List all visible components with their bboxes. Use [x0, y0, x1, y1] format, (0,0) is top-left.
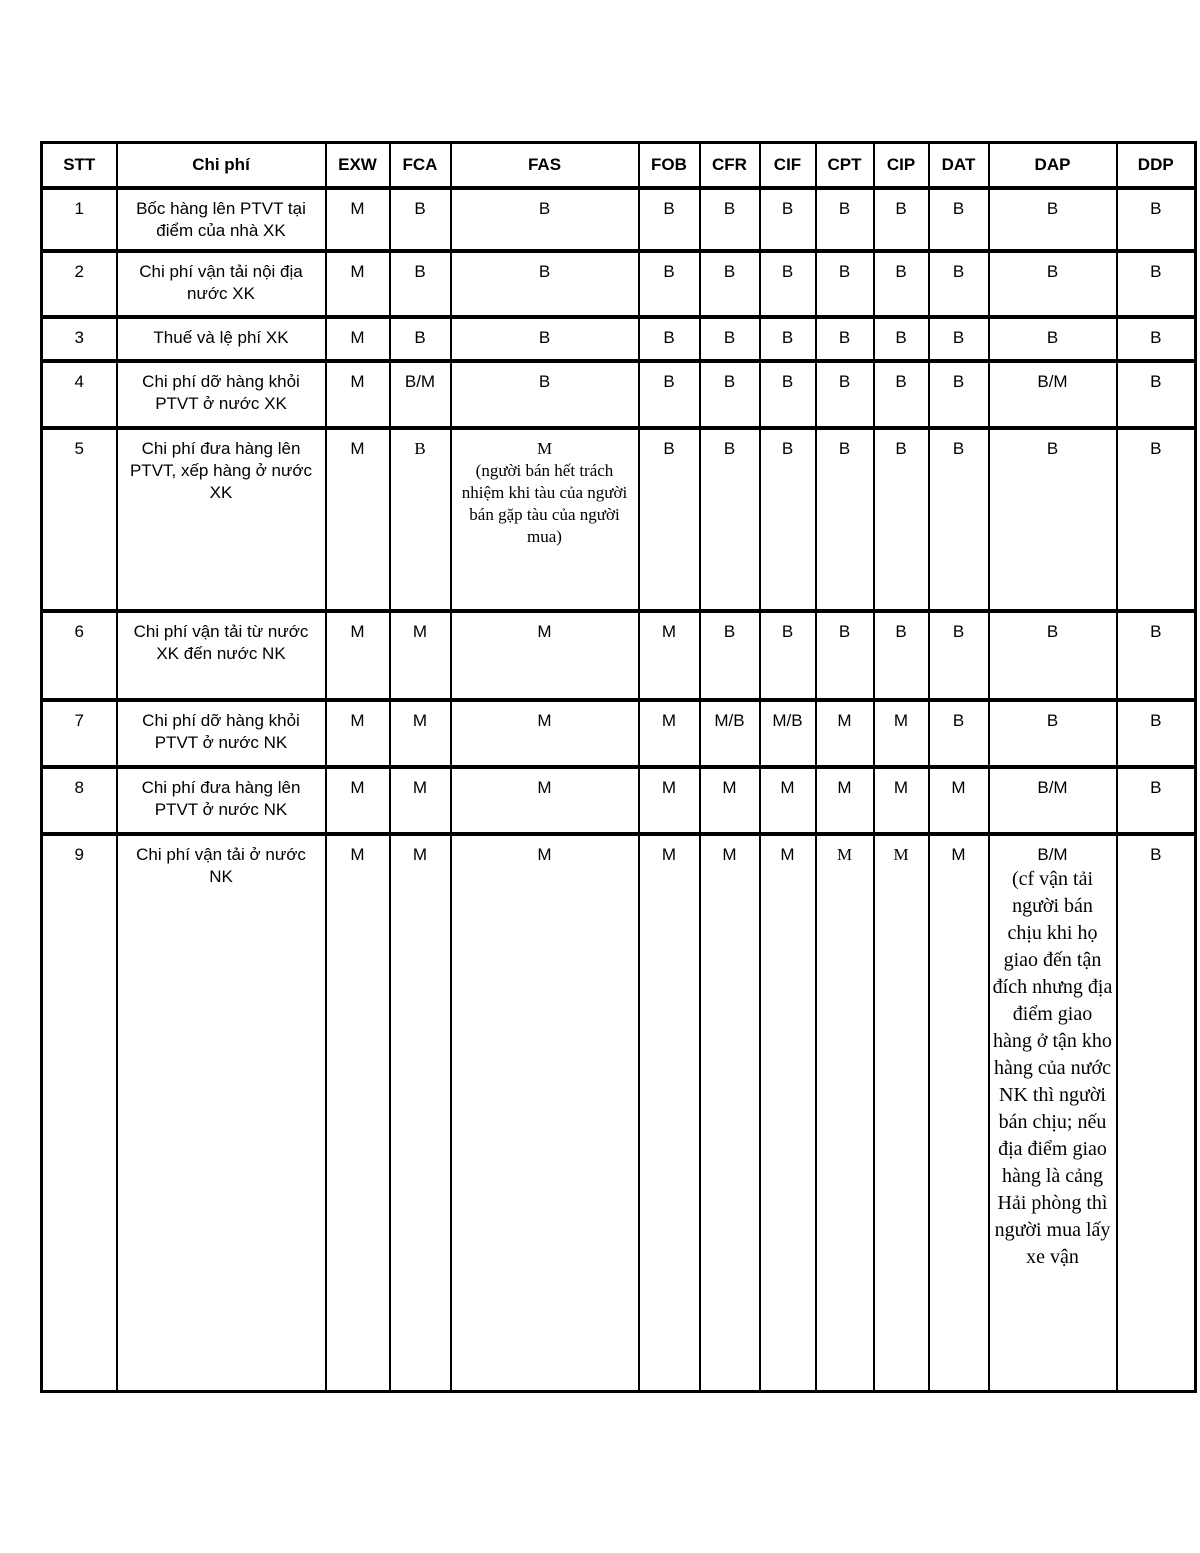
- cost-label: Chi phí dỡ hàng khỏi PTVT ở nước NK: [117, 700, 326, 767]
- row-number: 3: [42, 317, 117, 361]
- incoterms-cost-table: [40, 141, 1197, 1393]
- cell-cfr: B: [700, 251, 760, 317]
- cell-dap: B/M: [989, 361, 1117, 428]
- cell-exw: M: [326, 428, 390, 611]
- cell-dap: B: [989, 188, 1117, 251]
- cell-cip: B: [874, 361, 929, 428]
- cell-dap: B: [989, 317, 1117, 361]
- cell-dap: [989, 834, 1117, 1392]
- cell-cpt: M: [816, 700, 874, 767]
- cell-ddp: B: [1117, 611, 1196, 700]
- cell-fob: M: [639, 767, 700, 834]
- cell-dat: B: [929, 700, 989, 767]
- cell-dap: B: [989, 700, 1117, 767]
- cell-exw: M: [326, 700, 390, 767]
- cell-cfr: M: [700, 767, 760, 834]
- fas-note: (người bán hết trách nhiệm khi tàu của người bán gặp tàu của người mua): [461, 460, 628, 546]
- cell-dat: B: [929, 428, 989, 611]
- cell-ddp: B: [1117, 188, 1196, 251]
- cell-cip: B: [874, 188, 929, 251]
- cell-cfr: M: [700, 834, 760, 1392]
- cell-cpt: B: [816, 251, 874, 317]
- row-number: 1: [42, 188, 117, 251]
- cost-label: Thuế và lệ phí XK: [117, 317, 326, 361]
- header-cip: CIP: [874, 143, 929, 188]
- cell-cfr: B: [700, 611, 760, 700]
- header-row: [42, 143, 1196, 188]
- cell-cip: M: [874, 767, 929, 834]
- row-number: 7: [42, 700, 117, 767]
- table-row: [42, 700, 1196, 767]
- header-cpt: CPT: [816, 143, 874, 188]
- fas-value: M: [536, 438, 553, 458]
- cell-cpt: B: [816, 361, 874, 428]
- header-chi-phi: Chi phí: [117, 143, 326, 188]
- table-row: [42, 361, 1196, 428]
- table-row: [42, 834, 1196, 1392]
- cell-dat: B: [929, 251, 989, 317]
- cell-cpt: M: [816, 834, 874, 1392]
- cell-fca: M: [390, 767, 451, 834]
- cell-cfr: B: [700, 317, 760, 361]
- table-row: [42, 317, 1196, 361]
- header-dap: DAP: [989, 143, 1117, 188]
- cell-fas: M: [451, 834, 639, 1392]
- cell-cif: M: [760, 834, 816, 1392]
- cell-ddp: B: [1117, 834, 1196, 1392]
- header-cfr: CFR: [700, 143, 760, 188]
- cell-cif: B: [760, 611, 816, 700]
- header-ddp: DDP: [1117, 143, 1196, 188]
- cell-ddp: B: [1117, 251, 1196, 317]
- table-row: [42, 611, 1196, 700]
- row-number: 5: [42, 428, 117, 611]
- cell-fob: M: [639, 611, 700, 700]
- cell-fob: B: [639, 188, 700, 251]
- cell-cip: M: [874, 834, 929, 1392]
- cell-exw: M: [326, 611, 390, 700]
- cell-cfr: M/B: [700, 700, 760, 767]
- cost-label: Chi phí đưa hàng lên PTVT, xếp hàng ở nước XK: [117, 428, 326, 611]
- cost-label: Chi phí vận tải nội địa nước XK: [117, 251, 326, 317]
- cell-cfr: B: [700, 188, 760, 251]
- cell-cpt: B: [816, 428, 874, 611]
- cell-fas: M: [451, 611, 639, 700]
- cell-dat: B: [929, 317, 989, 361]
- row-number: 6: [42, 611, 117, 700]
- header-stt: STT: [42, 143, 117, 188]
- cell-ddp: B: [1117, 317, 1196, 361]
- table-row: [42, 767, 1196, 834]
- cell-ddp: B: [1117, 428, 1196, 611]
- cell-dat: B: [929, 611, 989, 700]
- cell-fas: B: [451, 317, 639, 361]
- cell-cif: B: [760, 361, 816, 428]
- cell-cpt: B: [816, 611, 874, 700]
- row-number: 8: [42, 767, 117, 834]
- cost-label: Chi phí vận tải từ nước XK đến nước NK: [117, 611, 326, 700]
- cell-fob: B: [639, 251, 700, 317]
- cell-cif: B: [760, 428, 816, 611]
- cell-ddp: B: [1117, 361, 1196, 428]
- cell-fca: B/M: [390, 361, 451, 428]
- cell-cif: B: [760, 188, 816, 251]
- dap-note: (cf vận tải người bán chịu khi họ giao đến tận đích nhưng địa điểm giao hàng ở tận kho hàng của nước NK thì người bán chịu; nếu địa điểm giao hàng là cảng Hải phòng thì người mua lấy xe vận: [992, 867, 1113, 1268]
- cell-ddp: B: [1117, 767, 1196, 834]
- cell-fca: B: [390, 317, 451, 361]
- cell-exw: M: [326, 834, 390, 1392]
- cell-cip: B: [874, 611, 929, 700]
- cell-exw: M: [326, 188, 390, 251]
- row-number: 2: [42, 251, 117, 317]
- cost-label: Chi phí dỡ hàng khỏi PTVT ở nước XK: [117, 361, 326, 428]
- cell-dap: B: [989, 611, 1117, 700]
- cell-dap: B: [989, 251, 1117, 317]
- cell-cip: B: [874, 317, 929, 361]
- cell-cif: B: [760, 251, 816, 317]
- cell-dat: B: [929, 188, 989, 251]
- cell-dat: M: [929, 767, 989, 834]
- cell-fas: B: [451, 188, 639, 251]
- cell-dap: B: [989, 428, 1117, 611]
- row-number: 9: [42, 834, 117, 1392]
- header-cif: CIF: [760, 143, 816, 188]
- table-row: [42, 428, 1196, 611]
- cell-fas: [451, 428, 639, 611]
- cell-cfr: B: [700, 428, 760, 611]
- cell-fca: B: [390, 428, 451, 611]
- cell-exw: M: [326, 317, 390, 361]
- cell-cif: B: [760, 317, 816, 361]
- cell-fca: M: [390, 834, 451, 1392]
- cell-ddp: B: [1117, 700, 1196, 767]
- cell-fas: M: [451, 767, 639, 834]
- dap-value: B/M: [1037, 844, 1068, 864]
- cell-fob: B: [639, 428, 700, 611]
- cell-cip: B: [874, 428, 929, 611]
- header-dat: DAT: [929, 143, 989, 188]
- cell-dat: M: [929, 834, 989, 1392]
- cell-fas: M: [451, 700, 639, 767]
- table-row: [42, 251, 1196, 317]
- cell-fob: M: [639, 834, 700, 1392]
- cell-fca: B: [390, 251, 451, 317]
- cell-cip: M: [874, 700, 929, 767]
- cell-cip: B: [874, 251, 929, 317]
- header-exw: EXW: [326, 143, 390, 188]
- cell-fas: B: [451, 361, 639, 428]
- cell-fob: B: [639, 361, 700, 428]
- cost-label: Bốc hàng lên PTVT tại điểm của nhà XK: [117, 188, 326, 251]
- row-number: 4: [42, 361, 117, 428]
- cell-cpt: B: [816, 188, 874, 251]
- cost-label: Chi phí vận tải ở nước NK: [117, 834, 326, 1392]
- cell-fas: B: [451, 251, 639, 317]
- cell-cif: M: [760, 767, 816, 834]
- table-row: [42, 188, 1196, 251]
- cell-cpt: M: [816, 767, 874, 834]
- cell-fca: M: [390, 611, 451, 700]
- cell-exw: M: [326, 251, 390, 317]
- cell-cfr: B: [700, 361, 760, 428]
- cell-cif: M/B: [760, 700, 816, 767]
- cell-fca: M: [390, 700, 451, 767]
- header-fca: FCA: [390, 143, 451, 188]
- cost-label: Chi phí đưa hàng lên PTVT ở nước NK: [117, 767, 326, 834]
- header-fob: FOB: [639, 143, 700, 188]
- cell-dap: B/M: [989, 767, 1117, 834]
- cell-exw: M: [326, 767, 390, 834]
- header-fas: FAS: [451, 143, 639, 188]
- cell-fob: B: [639, 317, 700, 361]
- cell-cpt: B: [816, 317, 874, 361]
- cell-fob: M: [639, 700, 700, 767]
- cell-dat: B: [929, 361, 989, 428]
- cell-exw: M: [326, 361, 390, 428]
- cell-fca: B: [390, 188, 451, 251]
